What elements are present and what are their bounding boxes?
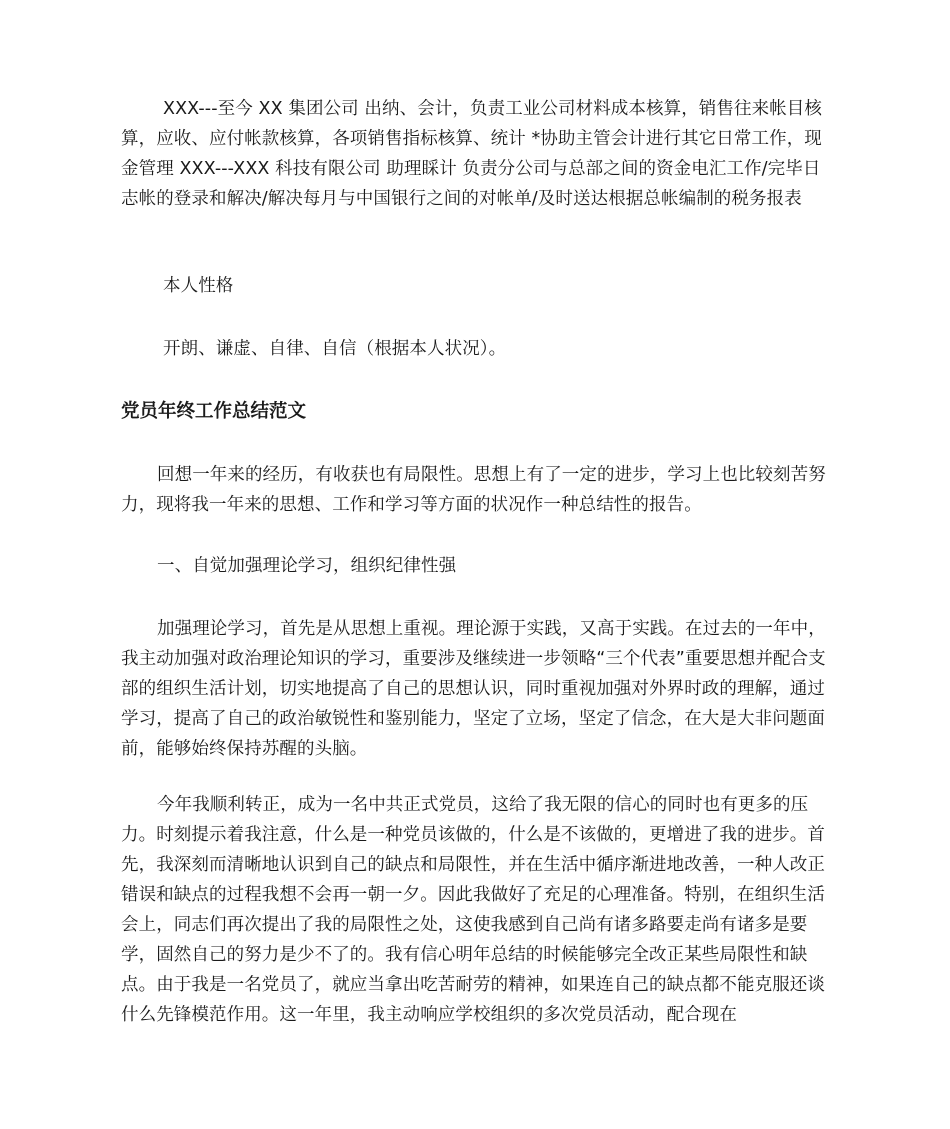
personality-label: 本人性格 [163, 276, 234, 296]
paragraph-reflection: 回想一年来的经历，有收获也有局限性。思想上有了一定的进步，学习上也比较刻苦努力，现将我一年来的思想、工作和学习等方面的状况作一种总结性的报告。 [121, 465, 826, 515]
section-title: 党员年终工作总结范文 [121, 401, 307, 422]
paragraph-party-membership: 今年我顺利转正，成为一名中共正式党员，这给了我无限的信心的同时也有更多的压力。时刻提示着我注意，什么是一种党员该做的，什么是不该做的，更增进了我的进步。首先，我深刻而清晰地认识到自己的缺点和局限性，并在生活中循序渐进地改善，一种人改正错误和缺点的过程我想不会再一朝一夕。因此我做好了充足的心理准备。特别，在组织生活会上，同志们再次提出了我的局限性之处，这使我感到自己尚有诸多路要走尚有诸多是要学，固然自己的努力是少不了的。我有信心明年总结的时候能够完全改正某些局限性和缺点。由于我是一名党员了，就应当拿出吃苦耐劳的精神，如果连自己的缺点都不能克服还谈什么先锋模范作用。这一年里，我主动响应学校组织的多次党员活动，配合现在 [121, 795, 825, 1025]
intro-paragraph: XXX---至今 XX 集团公司 出纳、会计，负责工业公司材料成本核算，销售往来帐目核算，应收、应付帐款核算，各项销售指标核算、统计 *协助主管会计进行其它日常工作，现金管理 XXX---XXX 科技有限公司 助理睬计 负责分公司与总部之间的资金电汇工作/完毕日志帐的登录和解决/解决每月与中国银行之间的对帐单/及时送达根据总帐编制的税务报表 [121, 99, 823, 209]
paragraph-theory-study: 加强理论学习，首先是从思想上重视。理论源于实践，又高于实践。在过去的一年中，我主动加强对政治理论知识的学习，重要涉及继续进一步领略“三个代表”重要思想并配合支部的组织生活计划，切实地提高了自己的思想认识，同时重视加强对外界时政的理解，通过学习，提高了自己的政治敏锐性和鉴别能力，坚定了立场，坚定了信念，在大是大非问题面前，能够始终保持苏醒的头脑。 [121, 619, 826, 759]
subheading-theory-study: 一、自觉加强理论学习，组织纪律性强 [157, 556, 457, 576]
personality-text: 开朗、谦虚、自律、自信（根据本人状况）。 [163, 339, 507, 359]
